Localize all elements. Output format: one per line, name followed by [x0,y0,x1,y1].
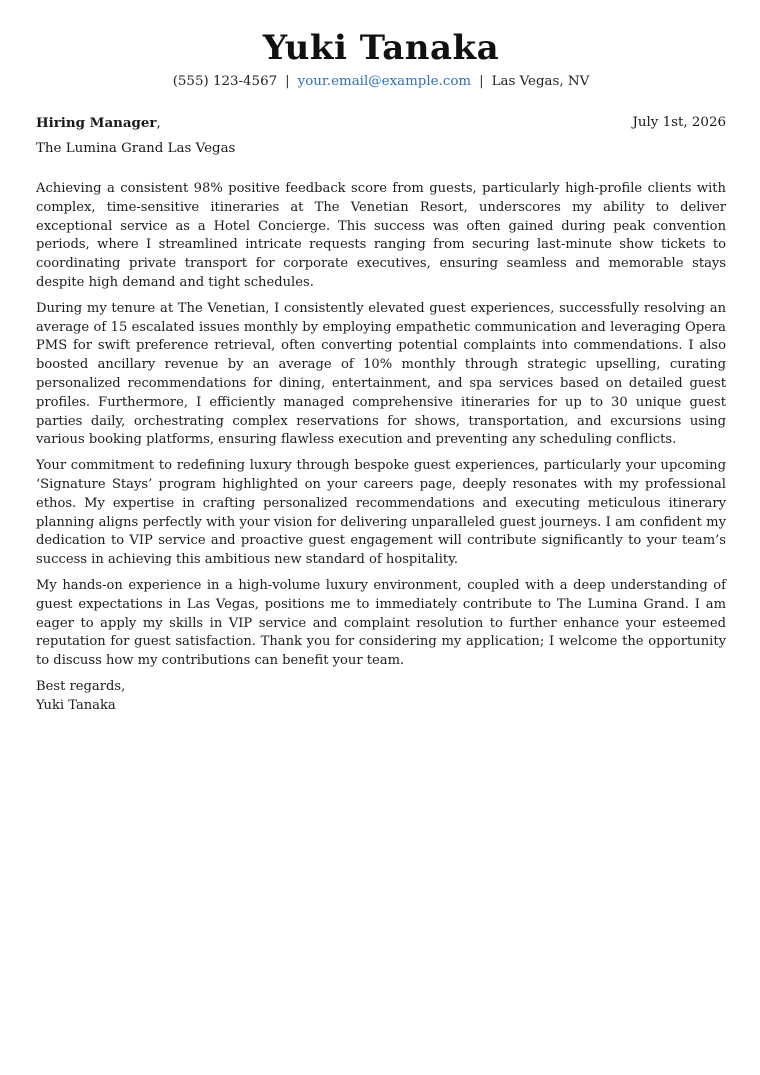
letter-date: July 1st, 2026 [632,115,726,130]
paragraph: Your commitment to redefining luxury through bespoke guest experiences, particularly your upcoming ‘Signature Stays’ program highlighted on your careers page, deeply resonates with my professional ethos. My expertise in crafting personalized recommendations and executing meticulous itinerary planning aligns perfectly with your vision for delivering unparalleled guest journeys. I am confident my dedication to VIP service and proactive guest engagement will contribute significantly to your team’s success in achieving this ambitious new standard of hospitality. [36,458,726,568]
paragraph: Achieving a consistent 98% positive feedback score from guests, particularly high-profile clients with complex, time-sensitive itineraries at The Venetian Resort, underscores my ability to deliver exceptional service as a Hotel Concierge. This success was often gained during peak convention periods, where I streamlined intricate requests ranging from securing last-minute show tickets to coordinating private transport for corporate executives, ensuring seamless and memorable stays despite high demand and tight schedules. [36,181,726,290]
separator: | [479,74,484,89]
signature-name: Yuki Tanaka [36,697,116,713]
closing-salutation: Best regards, [36,678,126,694]
contact-line [36,74,726,89]
location: Las Vegas, NV [491,74,590,89]
paragraph: My hands-on experience in a high-volume luxury environment, coupled with a deep understanding of guest expectations in Las Vegas, positions me to immediately contribute to The Lumina Grand. I am eager to apply my skills in VIP service and complaint resolution to further enhance your esteemed reputation for guest satisfaction. Thank you for considering my application; I welcome the opportunity to discuss how my contributions can benefit your team. [36,577,726,669]
recipient-line [36,115,161,131]
phone-number: (555) 123-4567 [172,74,278,89]
recipient-suffix: , [156,116,161,131]
email-link[interactable]: your.email@example.com [297,74,472,89]
paragraph: During my tenure at The Venetian, I consistently elevated guest experiences, successfully resolving an average of 15 escalated issues monthly by employing empathetic communication and leveraging Opera PMS for swift preference retrieval, often converting potential complaints into commendations. I also boosted ancillary revenue by an average of 10% monthly through strategic upselling, curating personalized recommendations for dining, entertainment, and spa services based on detailed guest profiles. Furthermore, I efficiently managed comprehensive itineraries for up to 30 unique guest parties daily, orchestrating complex reservations for shows, transportation, and excursions using various booking platforms, ensuring flawless execution and preventing any scheduling conflicts. [36,300,726,448]
company-name: The Lumina Grand Las Vegas [36,141,236,156]
recipient-name: Hiring Manager [36,115,157,131]
closing-block [36,678,726,716]
letter-body [36,180,726,716]
applicant-name: Yuki Tanaka [262,28,500,68]
separator: | [285,74,290,89]
